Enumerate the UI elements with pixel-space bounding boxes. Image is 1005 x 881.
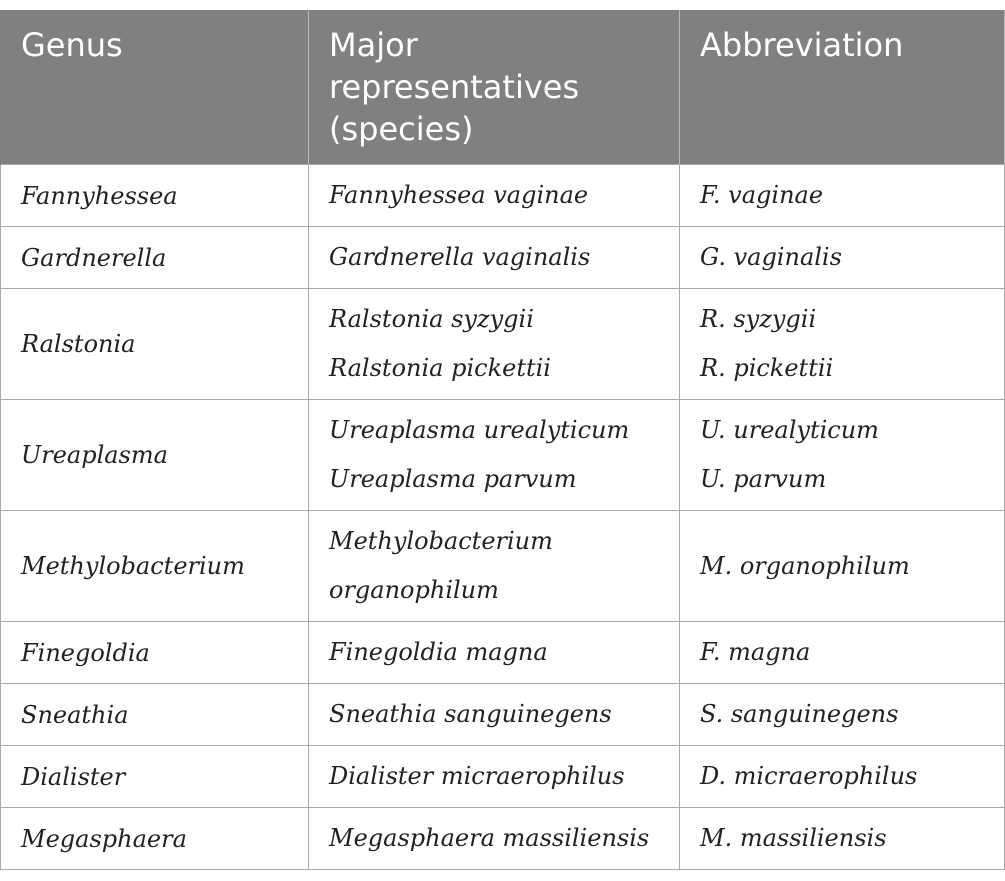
- abbreviation-cell: [680, 684, 1005, 746]
- species-name: Gardnerella vaginalis: [329, 243, 591, 271]
- species-cell: [309, 622, 680, 684]
- table-row: [1, 808, 1005, 870]
- abbreviation-cell: [680, 289, 1005, 400]
- table-body: [1, 165, 1005, 870]
- species-name: Dialister micraerophilus: [329, 762, 625, 790]
- species-cell: [309, 165, 680, 227]
- species-name: Methylobacterium: [329, 527, 553, 555]
- abbreviation-text: G. vaginalis: [700, 243, 842, 271]
- genus-cell: Finegoldia: [1, 622, 309, 684]
- abbreviation-cell: [680, 400, 1005, 511]
- header-genus: Genus: [1, 10, 309, 165]
- species-cell: [309, 746, 680, 808]
- header-abbreviation: Abbreviation: [680, 10, 1005, 165]
- table-row: [1, 511, 1005, 622]
- abbreviation-cell: [680, 227, 1005, 289]
- species-cell: [309, 511, 680, 622]
- header-major-representatives: Major representatives (species): [309, 10, 680, 165]
- genus-cell: Methylobacterium: [1, 511, 309, 622]
- genus-cell: Fannyhessea: [1, 165, 309, 227]
- abbreviation-text: U. urealyticum: [700, 416, 879, 444]
- abbreviation-text: U. parvum: [700, 465, 827, 493]
- table-row: [1, 684, 1005, 746]
- table-row: [1, 622, 1005, 684]
- table-row: [1, 227, 1005, 289]
- species-cell: [309, 400, 680, 511]
- species-cell: [309, 227, 680, 289]
- genus-cell: Dialister: [1, 746, 309, 808]
- genus-table-container: [0, 10, 1004, 870]
- table-row: [1, 400, 1005, 511]
- genus-cell: Gardnerella: [1, 227, 309, 289]
- table-row: [1, 165, 1005, 227]
- abbreviation-cell: [680, 165, 1005, 227]
- abbreviation-text: R. syzygii: [700, 305, 817, 333]
- table-header: [1, 10, 1005, 165]
- abbreviation-text: F. vaginae: [700, 181, 824, 209]
- abbreviation-text: M. massiliensis: [700, 824, 887, 852]
- species-name: Ureaplasma urealyticum: [329, 416, 630, 444]
- abbreviation-text: S. sanguinegens: [700, 700, 899, 728]
- species-name: Fannyhessea vaginae: [329, 181, 589, 209]
- species-cell: [309, 808, 680, 870]
- header-row: [1, 10, 1005, 165]
- species-name: Finegoldia magna: [329, 638, 548, 666]
- species-name: Ralstonia pickettii: [329, 354, 551, 382]
- genus-cell: Megasphaera: [1, 808, 309, 870]
- abbreviation-text: D. micraerophilus: [700, 762, 918, 790]
- species-cell: [309, 289, 680, 400]
- species-name: organophilum: [329, 576, 499, 604]
- abbreviation-cell: [680, 808, 1005, 870]
- table-row: [1, 289, 1005, 400]
- abbreviation-cell: [680, 746, 1005, 808]
- abbreviation-text: M. organophilum: [700, 551, 910, 580]
- abbreviation-cell: [680, 622, 1005, 684]
- species-name: Ralstonia syzygii: [329, 305, 534, 333]
- abbreviation-cell: [680, 511, 1005, 622]
- species-cell: [309, 684, 680, 746]
- species-name: Sneathia sanguinegens: [329, 700, 612, 728]
- genus-cell: Sneathia: [1, 684, 309, 746]
- abbreviation-text: R. pickettii: [700, 354, 834, 382]
- species-name: Megasphaera massiliensis: [329, 824, 650, 852]
- genus-cell: Ureaplasma: [1, 400, 309, 511]
- genus-table: [0, 10, 1005, 870]
- table-row: [1, 746, 1005, 808]
- abbreviation-text: F. magna: [700, 638, 811, 666]
- genus-cell: Ralstonia: [1, 289, 309, 400]
- species-name: Ureaplasma parvum: [329, 465, 577, 493]
